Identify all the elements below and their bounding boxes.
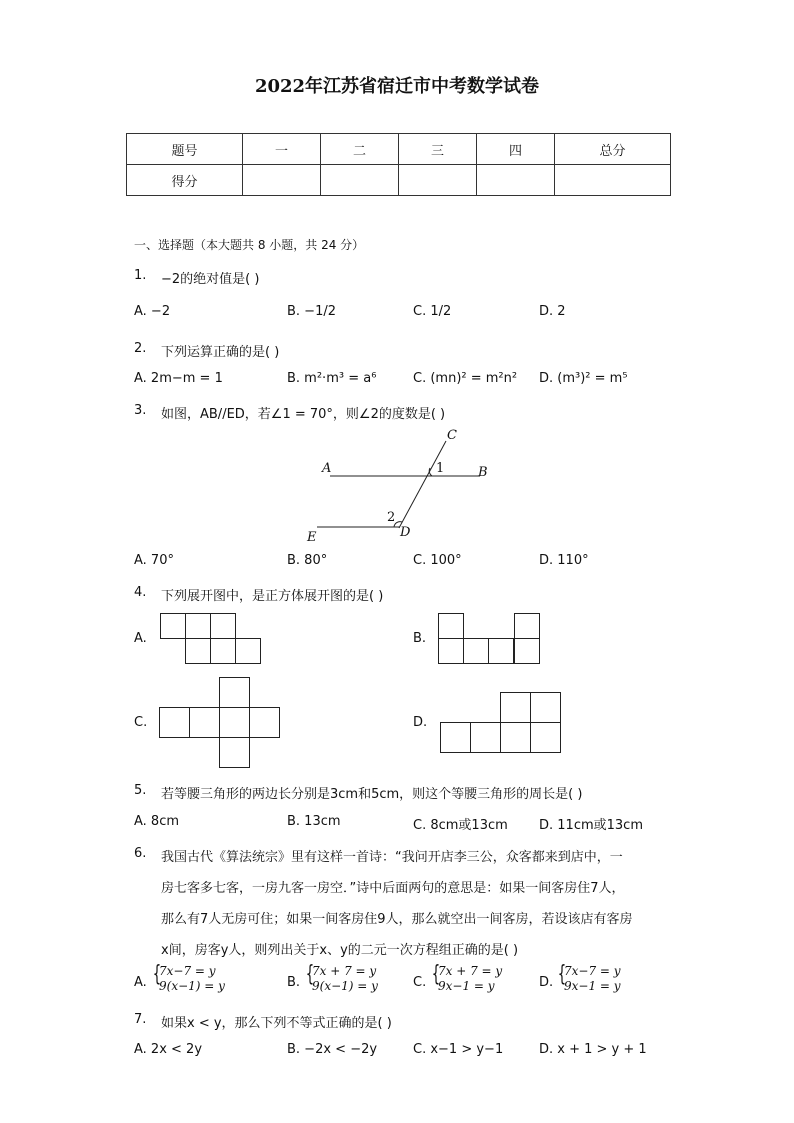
net-square: [219, 707, 250, 738]
option-label: A.: [134, 975, 147, 990]
option: B. −2x < −2y: [287, 1042, 378, 1057]
question-number: 4.: [134, 585, 147, 600]
option: D. 110°: [539, 553, 589, 568]
label-angle-2: 2: [387, 510, 396, 525]
option: B. 13cm: [287, 814, 341, 829]
equation: 9(x−1) = y: [159, 979, 225, 993]
option-label: B.: [287, 975, 301, 990]
net-square: [514, 638, 540, 664]
label-c: C: [447, 428, 457, 443]
brace-icon: {: [431, 962, 441, 987]
option: A. −2: [134, 304, 171, 319]
label-e: E: [307, 530, 317, 545]
page-title: 2022年江苏省宿迁市中考数学试卷: [254, 76, 540, 97]
question-number: 6.: [134, 846, 147, 861]
row-label: 得分: [127, 165, 243, 196]
line-cd: [399, 441, 446, 528]
net-square: [438, 638, 464, 664]
option: A. 2m−m = 1: [134, 371, 223, 386]
question-line: 那么有7人无房可住；如果一间客房住9人，那么就空出一间客房，若设该店有客房: [161, 912, 633, 927]
equation: 7x + 7 = y: [312, 964, 377, 978]
option-label: C.: [413, 975, 427, 990]
question-text: 下列运算正确的是( ): [161, 345, 280, 360]
option: C. (mn)² = m²n²: [413, 371, 518, 386]
option: C. 100°: [413, 553, 462, 568]
question-text: 如图，AB//ED，若∠1 = 70°，则∠2的度数是( ): [161, 407, 446, 422]
question-line: 我国古代《算法统宗》里有这样一首诗：“我问开店李三公，众客都来到店中，一: [161, 850, 623, 865]
question-number: 3.: [134, 403, 147, 418]
header-cell: 四: [477, 134, 555, 165]
net-square: [463, 638, 489, 664]
option-label: A.: [134, 631, 147, 646]
label-angle-1: 1: [436, 461, 445, 476]
option-label: C.: [134, 715, 148, 730]
parallel-lines-figure: [0, 0, 794, 560]
label-d: D: [400, 525, 411, 540]
option: D. 2: [539, 304, 566, 319]
net-square: [249, 707, 280, 738]
question-number: 5.: [134, 783, 147, 798]
net-square: [530, 692, 561, 723]
option: C. 8cm或13cm: [413, 818, 508, 833]
net-square: [160, 613, 186, 639]
net-square: [530, 722, 561, 753]
option: D. (m³)² = m⁵: [539, 371, 628, 386]
equation: 7x + 7 = y: [438, 964, 503, 978]
question-number: 1.: [134, 268, 147, 283]
net-square: [500, 692, 531, 723]
net-square: [440, 722, 471, 753]
option-label: D.: [539, 975, 554, 990]
option: B. m²·m³ = a⁶: [287, 371, 377, 386]
net-square: [500, 722, 531, 753]
option: B. 80°: [287, 553, 328, 568]
net-square: [514, 613, 540, 639]
net-square: [488, 638, 514, 664]
net-square: [185, 613, 211, 639]
question-line: x间，房客y人，则列出关于x、y的二元一次方程组正确的是( ): [161, 943, 519, 958]
question-text: 下列展开图中，是正方体展开图的是( ): [161, 589, 384, 604]
label-b: B: [478, 465, 488, 480]
option-label: B.: [413, 631, 427, 646]
net-square: [235, 638, 261, 664]
net-square: [189, 707, 220, 738]
option: C. 1/2: [413, 304, 452, 319]
equation: 9x−1 = y: [564, 979, 621, 993]
equation: 7x−7 = y: [564, 964, 621, 978]
option: A. 8cm: [134, 814, 180, 829]
question-text: −2的绝对值是( ): [161, 272, 260, 287]
question-number: 2.: [134, 341, 147, 356]
equation: 9(x−1) = y: [312, 979, 378, 993]
equation: 7x−7 = y: [159, 964, 216, 978]
net-square: [219, 677, 250, 708]
net-square: [210, 613, 236, 639]
brace-icon: {: [152, 962, 162, 987]
net-square: [185, 638, 211, 664]
option-label: D.: [413, 715, 428, 730]
question-line: 房七客多七客，一房九客一房空．”诗中后面两句的意思是：如果一间客房住7人，: [161, 881, 625, 896]
net-square: [219, 737, 250, 768]
equation: 9x−1 = y: [438, 979, 495, 993]
option: A. 2x < 2y: [134, 1042, 203, 1057]
net-square: [210, 638, 236, 664]
option: D. x + 1 > y + 1: [539, 1042, 647, 1057]
header-cell: 总分: [555, 134, 671, 165]
section-heading: 一、选择题（本大题共 8 小题，共 24 分）: [134, 238, 365, 252]
net-square: [470, 722, 501, 753]
net-square: [159, 707, 190, 738]
option: D. 11cm或13cm: [539, 818, 643, 833]
net-square: [438, 613, 464, 639]
header-cell: 题号: [127, 134, 243, 165]
question-number: 7.: [134, 1012, 147, 1027]
brace-icon: {: [305, 962, 315, 987]
header-cell: 一: [243, 134, 321, 165]
header-cell: 三: [399, 134, 477, 165]
option: C. x−1 > y−1: [413, 1042, 504, 1057]
header-cell: 二: [321, 134, 399, 165]
question-text: 如果x < y，那么下列不等式正确的是( ): [161, 1016, 392, 1031]
option: A. 70°: [134, 553, 174, 568]
option: B. −1/2: [287, 304, 336, 319]
label-a: A: [322, 461, 332, 476]
question-text: 若等腰三角形的两边长分别是3cm和5cm，则这个等腰三角形的周长是( ): [161, 787, 583, 802]
brace-icon: {: [557, 962, 567, 987]
